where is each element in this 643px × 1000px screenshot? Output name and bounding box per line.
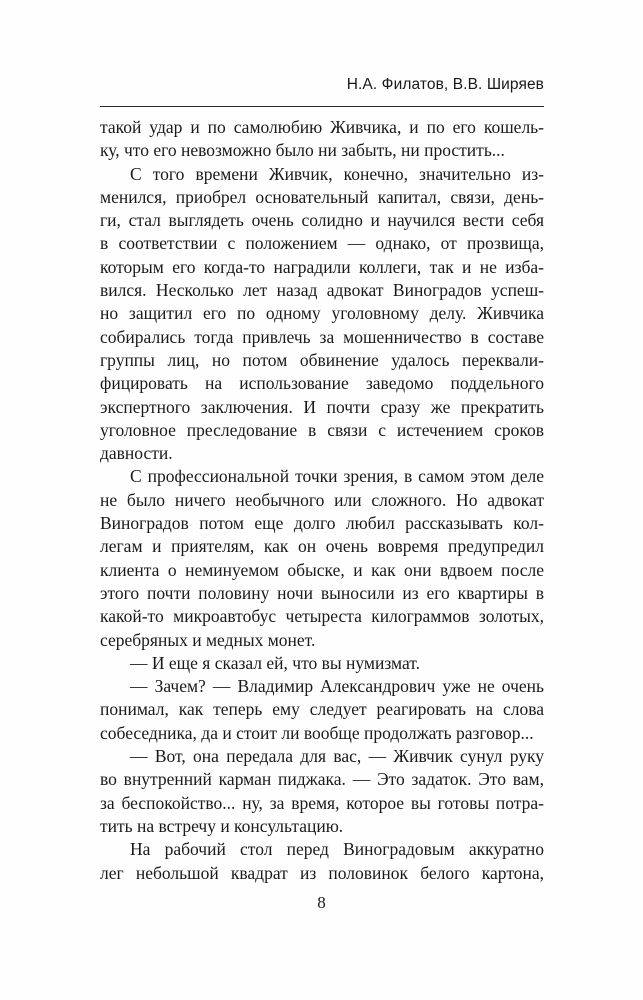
text-line: собирались тогда привлечь за мошенничество в составе — [100, 326, 544, 347]
text-line: этого почти половину ночи выносили из его квартиры в — [100, 582, 544, 603]
text-line: но защитил его по одному уголовному делу. Живчика — [100, 303, 544, 324]
text-line: На рабочий стол перед Виноградовым аккуратно — [130, 839, 544, 860]
text-line: которым его когда-то наградили коллеги, так и не изба- — [100, 256, 544, 277]
text-line: — Зачем? — Владимир Александрович уже не очень — [130, 676, 544, 697]
text-line: клиента о неминуемом обыске, и как они вдвоем после — [100, 559, 544, 580]
text-line: такой удар и по самолюбию Живчика, и по его кошель- — [100, 117, 544, 137]
text-line: во внутренний карман пиджака. — Это задаток. Это вам, — [100, 769, 544, 790]
text-line: ку, что его невозможно было ни забыть, ни простить... — [100, 140, 505, 161]
paragraph — [100, 675, 544, 745]
text-line: — Вот, она передала для вас, — Живчик сунул руку — [130, 746, 544, 767]
text-line: Виноградов потом еще долго любил рассказывать кол- — [100, 513, 544, 534]
paragraph — [100, 745, 544, 838]
text-line: понимал, как теперь ему следует реагировать на слова — [100, 699, 544, 720]
text-line: экспертного заключения. И почти сразу же прекратить — [100, 396, 544, 417]
text-line: — И еще я сказал ей, что вы нумизмат. — [130, 652, 420, 673]
text-line: в соответствии с положением — однако, от прозвища, — [100, 233, 544, 254]
text-line: за беспокойство... ну, за время, которое вы готовы потра- — [100, 792, 544, 813]
text-line: менился, приобрел основательный капитал, связи, день- — [100, 186, 544, 207]
paragraph — [100, 652, 544, 675]
paragraph — [100, 163, 544, 466]
running-head-authors: Н.А. Филатов, В.В. Ширяев — [346, 76, 544, 93]
paragraph — [100, 465, 544, 651]
paragraph — [100, 838, 544, 885]
text-line: уголовное преследование в связи с истечением сроков — [100, 419, 544, 440]
text-line: собеседника, да и стоит ли вообще продолжать разговор... — [100, 722, 534, 743]
text-line: не было ничего необычного или сложного. Но адвокат — [100, 489, 544, 510]
text-line: давности. — [100, 443, 173, 464]
header-rule — [100, 106, 544, 107]
text-line: какой-то микроавтобус четыреста килограммов золотых, — [100, 606, 544, 627]
text-line: лег небольшой квадрат из половинок белого картона, — [100, 862, 544, 883]
text-line: С профессиональной точки зрения, в самом этом деле — [130, 466, 544, 487]
page-number: 8 — [317, 893, 326, 912]
text-line: группы лиц, но потом обвинение удалось переквали- — [100, 349, 544, 370]
text-line: вился. Несколько лет назад адвокат Виноградов успеш- — [100, 280, 544, 301]
text-line: С того времени Живчик, конечно, значительно из- — [130, 163, 544, 184]
body-text — [100, 116, 544, 885]
text-line: серебряных и медных монет. — [100, 629, 316, 650]
text-line: легам и приятелям, как он очень вовремя предупредил — [100, 536, 544, 557]
text-line: ги, стал выглядеть очень солидно и научился вести себя — [100, 210, 544, 231]
text-line: тить на встречу и консультацию. — [100, 815, 344, 836]
text-line: фицировать на использование заведомо поддельного — [100, 373, 544, 394]
paragraph — [100, 116, 544, 163]
